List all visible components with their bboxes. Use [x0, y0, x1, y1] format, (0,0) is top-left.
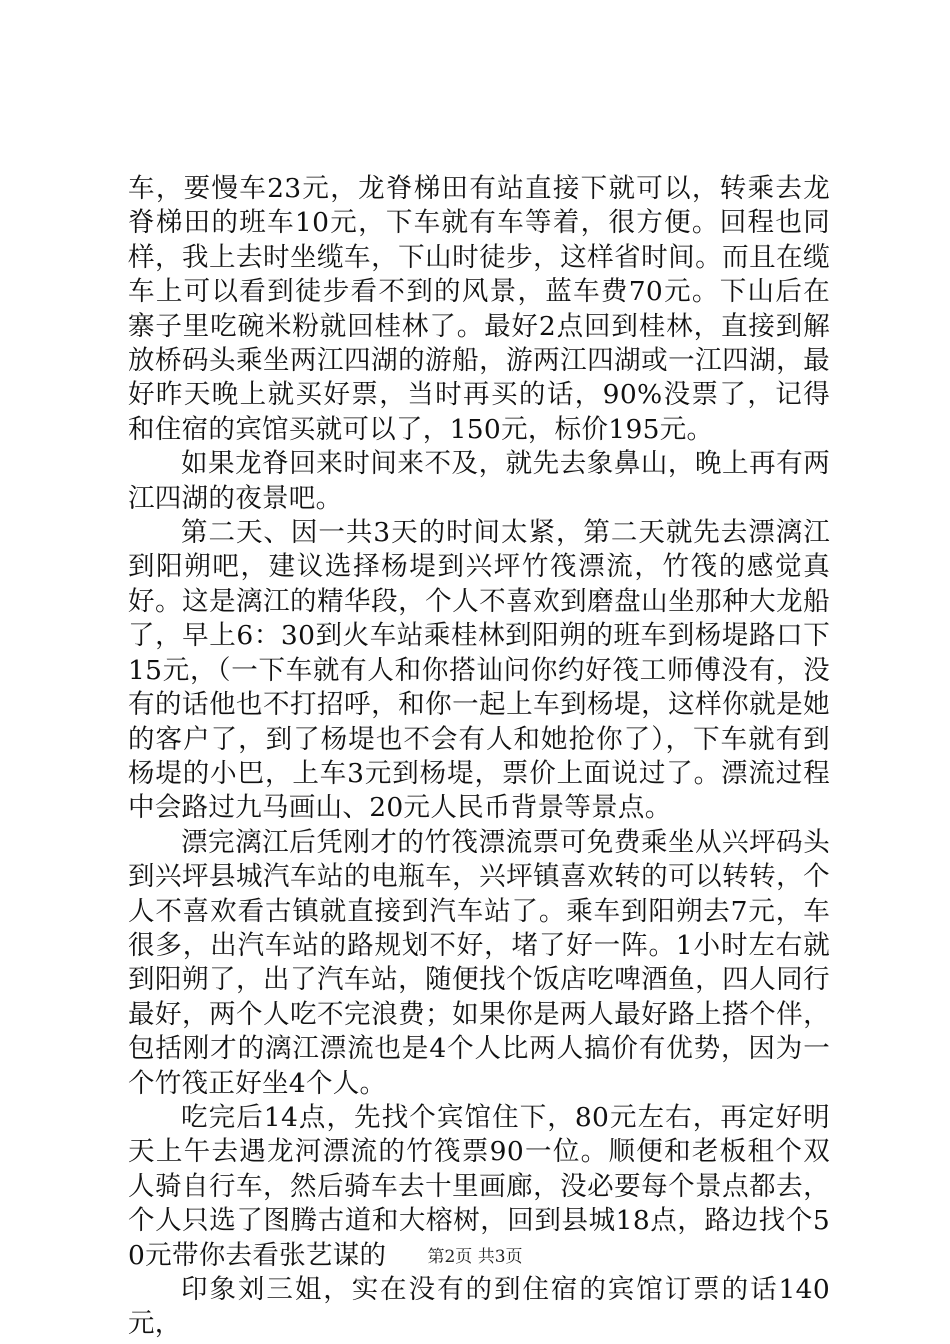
paragraph-2: 如果龙脊回来时间来不及，就先去象鼻山，晚上再有两江四湖的夜景吧。 [128, 448, 830, 514]
document-body [128, 172, 830, 1342]
paragraph-3: 第二天、因一共3天的时间太紧，第二天就先去漂漓江到阳朔吧，建议选择杨堤到兴坪竹筏漂流，竹筏的感觉真好。这是漓江的精华段，个人不喜欢到磨盘山坐那种大龙船了，早上6：30到火车站乘桂林到阳朔的班车到杨堤路口下15元，（一下车就有人和你搭讪问你约好筏工师傅没有，没有的话他也不打招呼，和你一起上车到杨堤，这样你就是她的客户了，到了杨堤也不会有人和她抢你了），下车就有到杨堤的小巴，上车3元到杨堤，票价上面说过了。漂流过程中会路过九马画山、20元人民币背景等景点。 [128, 517, 830, 824]
paragraph-5: 吃完后14点，先找个宾馆住下，80元左右，再定好明天上午去遇龙河漂流的竹筏票90一位。顺便和老板租个双人骑自行车，然后骑车去十里画廊，没必要每个景点都去，个人只选了图腾古道和大榕树，回到县城18点，路边找个50元带你去看张艺谋的 [128, 1101, 830, 1271]
paragraph-1: 车，要慢车23元，龙脊梯田有站直接下就可以，转乘去龙脊梯田的班车10元，下车就有车等着，很方便。回程也同样，我上去时坐缆车，下山时徒步，这样省时间。而且在缆车上可以看到徒步看不到的风景，蓝车费70元。下山后在寨子里吃碗米粉就回桂林了。最好2点回到桂林，直接到解放桥码头乘坐两江四湖的游船，游两江四湖或一江四湖，最好昨天晚上就买好票，当时再买的话，90%没票了，记得和住宿的宾馆买就可以了，150元，标价195元。 [128, 173, 830, 445]
paragraph-6: 印象刘三姐，实在没有的到住宿的宾馆订票的话140元， [128, 1274, 830, 1340]
page-number-footer: 第2页 共3页 [427, 1247, 523, 1267]
paragraph-4: 漂完漓江后凭刚才的竹筏漂流票可免费乘坐从兴坪码头到兴坪县城汽车站的电瓶车，兴坪镇喜欢转的可以转转，个人不喜欢看古镇就直接到汽车站了。乘车到阳朔去7元，车很多，出汽车站的路规划不好，堵了好一阵。1小时左右就到阳朔了，出了汽车站，随便找个饭店吃啤酒鱼，四人同行最好，两个人吃不完浪费；如果你是两人最好路上搭个伴，包括刚才的漓江漂流也是4个人比两人搞价有优势，因为一个竹筏正好坐4个人。 [128, 826, 830, 1099]
